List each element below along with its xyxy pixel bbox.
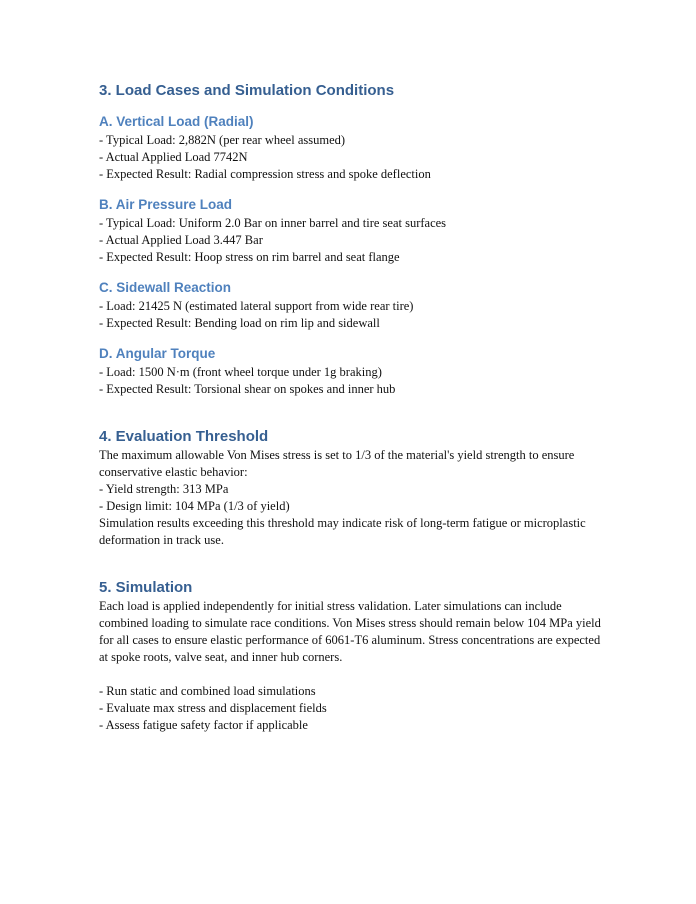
body-line: Simulation results exceeding this threshold may indicate risk of long-term fatigue or microplastic deformation in track use. (99, 516, 586, 547)
section-heading-evaluation-threshold: 4. Evaluation Threshold (99, 428, 269, 445)
subsection-vertical-load (99, 113, 601, 183)
subsection-heading-air-pressure: B. Air Pressure Load (99, 197, 233, 212)
section-load-cases (99, 81, 601, 398)
subsection-heading-sidewall-reaction: C. Sidewall Reaction (99, 280, 232, 295)
subsection-sidewall-reaction (99, 279, 601, 332)
section-heading-simulation: 5. Simulation (99, 579, 193, 596)
body-line: - Assess fatigue safety factor if applicable (99, 718, 308, 732)
body-paragraph: Each load is applied independently for initial stress validation. Later simulations can include combined loading to simulate race conditions. Von Mises stress should remain below 104 MPa yield for all cases to ensure elastic performance of 6061-T6 aluminum. Stress concentrations are expected at spoke roots, valve seat, and inner hub corners. (99, 599, 601, 664)
section-simulation (99, 578, 601, 734)
body-line: - Load: 21425 N (estimated lateral support from wide rear tire) (99, 299, 414, 313)
subsection-heading-angular-torque: D. Angular Torque (99, 346, 216, 361)
section-evaluation-threshold (99, 427, 601, 549)
body-line: - Actual Applied Load 7742N (99, 150, 248, 164)
section-heading-load-cases: 3. Load Cases and Simulation Conditions (99, 82, 395, 99)
body-line: - Evaluate max stress and displacement fields (99, 701, 327, 715)
subsection-air-pressure (99, 196, 601, 266)
subsection-heading-vertical-load: A. Vertical Load (Radial) (99, 114, 254, 129)
subsection-angular-torque (99, 345, 601, 398)
body-line: - Design limit: 104 MPa (1/3 of yield) (99, 499, 290, 513)
simulation-task-list (99, 683, 601, 734)
body-line: - Actual Applied Load 3.447 Bar (99, 233, 263, 247)
body-line: - Load: 1500 N·m (front wheel torque under 1g braking) (99, 365, 382, 379)
body-line: - Yield strength: 313 MPa (99, 482, 229, 496)
body-line: - Expected Result: Torsional shear on spokes and inner hub (99, 382, 396, 396)
body-line: - Typical Load: 2,882N (per rear wheel assumed) (99, 133, 346, 147)
body-line: - Typical Load: Uniform 2.0 Bar on inner barrel and tire seat surfaces (99, 216, 447, 230)
body-line: - Expected Result: Radial compression stress and spoke deflection (99, 167, 431, 181)
body-line: - Run static and combined load simulations (99, 684, 316, 698)
body-line: - Expected Result: Hoop stress on rim barrel and seat flange (99, 250, 400, 264)
body-line: - Expected Result: Bending load on rim lip and sidewall (99, 316, 380, 330)
document-content (99, 81, 601, 734)
body-line: The maximum allowable Von Mises stress is set to 1/3 of the material's yield strength to ensure conservative elastic behavior: (99, 448, 575, 479)
